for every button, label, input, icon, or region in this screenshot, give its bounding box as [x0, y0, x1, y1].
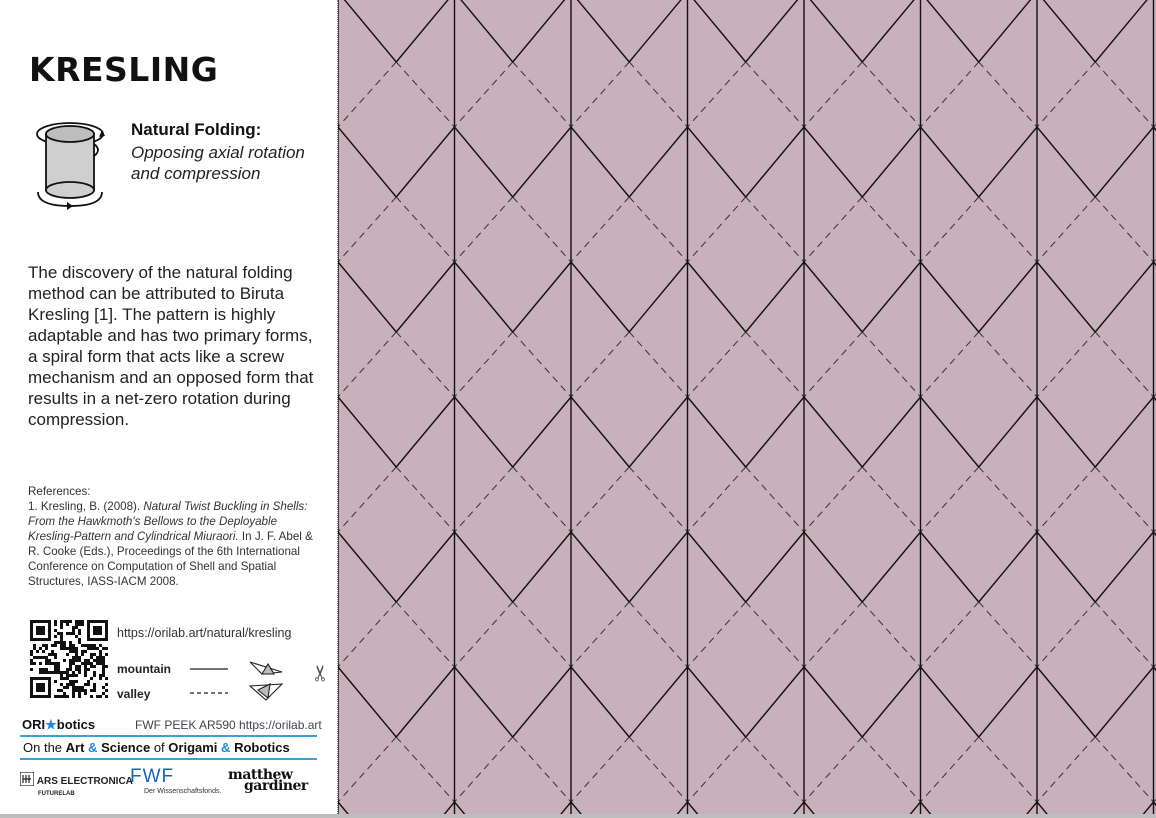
- qr-module: [75, 668, 78, 671]
- qr-module: [84, 692, 87, 695]
- qr-module: [60, 677, 63, 680]
- qr-module: [42, 650, 45, 653]
- qr-module: [93, 674, 96, 677]
- mg-line2: gardiner: [244, 778, 308, 794]
- qr-module: [45, 668, 48, 671]
- qr-module: [63, 647, 66, 650]
- fwf-project-line: FWF PEEK AR590 https://orilab.art: [135, 718, 322, 732]
- qr-module: [90, 644, 93, 647]
- qr-module: [60, 638, 63, 641]
- qr-module: [90, 665, 93, 668]
- qr-module: [105, 665, 108, 668]
- references-heading: References:: [28, 485, 91, 498]
- qr-module: [75, 665, 78, 668]
- qr-module: [87, 644, 90, 647]
- qr-module: [57, 632, 60, 635]
- qr-module: [75, 650, 78, 653]
- qr-module: [84, 683, 87, 686]
- qr-module: [102, 647, 105, 650]
- qr-module: [78, 623, 81, 626]
- qr-module: [54, 629, 57, 632]
- qr-module: [87, 647, 90, 650]
- qr-module: [42, 668, 45, 671]
- qr-module: [72, 662, 75, 665]
- qr-module: [102, 692, 105, 695]
- qr-module: [102, 665, 105, 668]
- qr-module: [60, 683, 63, 686]
- qr-module: [66, 668, 69, 671]
- qr-module: [63, 659, 66, 662]
- qr-module: [72, 686, 75, 689]
- qr-module: [99, 674, 102, 677]
- qr-module: [87, 662, 90, 665]
- qr-module: [66, 686, 69, 689]
- qr-module: [81, 689, 84, 692]
- qr-module: [75, 656, 78, 659]
- qr-module: [54, 680, 57, 683]
- qr-module: [69, 665, 72, 668]
- qr-module: [84, 659, 87, 662]
- qr-module: [102, 671, 105, 674]
- qr-module: [54, 620, 57, 623]
- qr-module: [72, 644, 75, 647]
- qr-module: [66, 623, 69, 626]
- qr-module: [84, 665, 87, 668]
- qr-module: [102, 662, 105, 665]
- qr-module: [87, 668, 90, 671]
- qr-module: [87, 680, 90, 683]
- qr-module: [99, 653, 102, 656]
- qr-module: [60, 641, 63, 644]
- qr-module: [54, 656, 57, 659]
- qr-module: [60, 674, 63, 677]
- qr-module: [78, 692, 81, 695]
- qr-module: [48, 659, 51, 662]
- qr-module: [51, 671, 54, 674]
- qr-module: [69, 662, 72, 665]
- scissors-icon: ✂: [308, 663, 334, 683]
- qr-module: [60, 647, 63, 650]
- qr-module: [99, 695, 102, 698]
- natural-folding-heading: Natural Folding:: [131, 120, 262, 139]
- tag-robotics: Robotics: [234, 740, 290, 755]
- divider: [20, 758, 317, 760]
- qr-module: [87, 683, 90, 686]
- qr-module: [51, 653, 54, 656]
- qr-module: [51, 650, 54, 653]
- qr-module: [54, 662, 57, 665]
- qr-module: [93, 626, 102, 635]
- qr-module: [72, 674, 75, 677]
- qr-module: [33, 662, 36, 665]
- qr-module: [102, 656, 105, 659]
- qr-module: [69, 644, 72, 647]
- qr-module: [84, 689, 87, 692]
- qr-module: [57, 689, 60, 692]
- fwf-logo: [130, 766, 221, 795]
- description-paragraph: The discovery of the natural folding method can be attributed to Biruta Kresling [1]. The pattern is highly adaptable and has two primary forms, a spiral form that acts like a screw mechanism and an opposed form that results in a net-zero rotation during compression.: [28, 263, 314, 429]
- qr-module: [39, 671, 42, 674]
- qr-module: [54, 623, 57, 626]
- qr-module: [72, 680, 75, 683]
- oribotics-prefix: ORI: [22, 717, 46, 732]
- qr-module: [90, 653, 93, 656]
- qr-module: [63, 644, 66, 647]
- qr-module: [99, 677, 102, 680]
- qr-module: [72, 683, 75, 686]
- qr-module: [81, 653, 84, 656]
- qr-module: [57, 662, 60, 665]
- qr-module: [78, 686, 81, 689]
- qr-module: [48, 653, 51, 656]
- qr-module: [30, 650, 33, 653]
- qr-module: [45, 644, 48, 647]
- qr-module: [78, 665, 81, 668]
- qr-module: [99, 656, 102, 659]
- qr-module: [54, 668, 57, 671]
- qr-module: [33, 644, 36, 647]
- qr-module: [90, 695, 93, 698]
- tag-science: Science: [101, 740, 151, 755]
- qr-module: [69, 668, 72, 671]
- qr-module: [105, 689, 108, 692]
- qr-module: [60, 689, 63, 692]
- qr-module: [69, 641, 72, 644]
- qr-module: [99, 659, 102, 662]
- qr-module: [72, 650, 75, 653]
- page-edge: [0, 814, 1156, 818]
- qr-module: [84, 671, 87, 674]
- qr-module: [78, 641, 81, 644]
- qr-module: [33, 656, 36, 659]
- qr-module: [36, 656, 39, 659]
- qr-module: [66, 683, 69, 686]
- qr-module: [36, 626, 45, 635]
- qr-module: [69, 647, 72, 650]
- qr-module: [75, 674, 78, 677]
- qr-module: [69, 683, 72, 686]
- qr-module: [78, 620, 81, 623]
- qr-module: [81, 623, 84, 626]
- kresling-crease-pattern: [338, 0, 1156, 814]
- qr-module: [45, 647, 48, 650]
- qr-module: [93, 665, 96, 668]
- qr-module: [102, 659, 105, 662]
- qr-module: [84, 674, 87, 677]
- qr-module: [60, 632, 63, 635]
- qr-module: [60, 626, 63, 629]
- tag-amp: &: [221, 740, 231, 755]
- qr-module: [69, 632, 72, 635]
- qr-module: [72, 671, 75, 674]
- matthew-gardiner-logo: [228, 767, 308, 794]
- qr-module: [93, 671, 96, 674]
- qr-module: [54, 671, 57, 674]
- qr-module: [75, 647, 78, 650]
- ars-sub: FUTURELAB: [38, 791, 75, 797]
- mg-line1: matthew: [228, 767, 293, 783]
- qr-module: [78, 632, 81, 635]
- qr-module: [45, 671, 48, 674]
- qr-module: [81, 644, 84, 647]
- qr-module: [99, 644, 102, 647]
- qr-module: [42, 644, 45, 647]
- qr-module: [39, 662, 42, 665]
- qr-module: [48, 662, 51, 665]
- qr-module: [54, 641, 57, 644]
- qr-module: [90, 677, 93, 680]
- qr-module: [63, 641, 66, 644]
- qr-module: [87, 659, 90, 662]
- qr-module: [84, 662, 87, 665]
- qr-module: [78, 671, 81, 674]
- qr-module: [69, 620, 72, 623]
- qr-module: [84, 644, 87, 647]
- legend-valley-label: valley: [117, 687, 151, 701]
- qr-module: [96, 647, 99, 650]
- qr-module: [78, 659, 81, 662]
- qr-module: [39, 656, 42, 659]
- tag-amp: &: [88, 740, 98, 755]
- qr-module: [75, 653, 78, 656]
- qr-module: [66, 677, 69, 680]
- qr-module: [99, 662, 102, 665]
- qr-module: [45, 656, 48, 659]
- qr-module: [69, 650, 72, 653]
- qr-module: [99, 650, 102, 653]
- qr-module: [102, 674, 105, 677]
- qr-module: [72, 659, 75, 662]
- qr-module: [90, 647, 93, 650]
- qr-module: [57, 671, 60, 674]
- qr-module: [54, 653, 57, 656]
- reference-suffix: In J. F. Abel & R. Cooke (Eds.), Proceedings of the 6th International Conference on Computation of Shell and Spatial Structures, IASS-IACM 2008.: [28, 530, 313, 588]
- tag-art: Art: [65, 740, 85, 755]
- qr-module: [39, 647, 42, 650]
- qr-module: [78, 656, 81, 659]
- qr-module: [90, 656, 93, 659]
- fwf-logo-text: FWF: [130, 766, 175, 787]
- qr-module: [93, 686, 96, 689]
- qr-module: [42, 656, 45, 659]
- qr-module: [96, 662, 99, 665]
- qr-module: [105, 695, 108, 698]
- ars-electronica-logo: [20, 772, 133, 798]
- qr-module: [78, 629, 81, 632]
- qr-module: [75, 623, 78, 626]
- qr-module: [57, 668, 60, 671]
- references-block: [28, 484, 313, 589]
- qr-module: [66, 671, 69, 674]
- qr-module: [75, 686, 78, 689]
- qr-module: [54, 635, 57, 638]
- qr-module: [66, 674, 69, 677]
- qr-module: [93, 644, 96, 647]
- star-icon: ★: [45, 717, 57, 732]
- pattern-url-link[interactable]: https://orilab.art/natural/kresling: [117, 626, 292, 640]
- qr-module: [93, 659, 96, 662]
- reference-title: Natural Twist Buckling in Shells: From the Hawkmoth's Bellows to the Deployable Kresling-Pattern and Cylindrical Miuraori.: [28, 500, 308, 543]
- qr-module: [63, 692, 66, 695]
- qr-module: [96, 656, 99, 659]
- fwf-logo-sub: Der Wissenschaftsfonds.: [144, 788, 222, 795]
- qr-module: [72, 656, 75, 659]
- qr-module: [102, 686, 105, 689]
- qr-module: [72, 626, 75, 629]
- qr-module: [96, 659, 99, 662]
- qr-module: [60, 671, 63, 674]
- qr-module: [30, 662, 33, 665]
- qr-module: [36, 683, 45, 692]
- natural-folding-body: Opposing axial rotation and compression: [131, 143, 305, 183]
- qr-module: [66, 632, 69, 635]
- info-panel: [0, 0, 337, 818]
- qr-module: [63, 620, 66, 623]
- qr-module: [39, 668, 42, 671]
- ars-emblem-icon: [20, 772, 34, 786]
- qr-module: [93, 683, 96, 686]
- qr-module: [72, 695, 75, 698]
- qr-module: [72, 647, 75, 650]
- pattern-background: [338, 0, 1156, 814]
- qr-module: [93, 653, 96, 656]
- qr-module: [66, 653, 69, 656]
- qr-module: [51, 644, 54, 647]
- qr-module: [36, 650, 39, 653]
- qr-module: [60, 623, 63, 626]
- reference-prefix: 1. Kresling, B. (2008).: [28, 500, 144, 513]
- qr-module: [69, 674, 72, 677]
- qr-module: [51, 662, 54, 665]
- cylinder-rotation-icon: [30, 114, 110, 214]
- fold-legend-icon: [188, 660, 288, 705]
- qr-module: [60, 635, 63, 638]
- qr-module: [75, 626, 78, 629]
- qr-module: [66, 620, 69, 623]
- qr-module: [63, 671, 66, 674]
- qr-module: [33, 647, 36, 650]
- qr-module: [57, 665, 60, 668]
- qr-module: [75, 680, 78, 683]
- qr-module: [105, 653, 108, 656]
- qr-module: [66, 695, 69, 698]
- qr-module: [78, 695, 81, 698]
- ars-name: ARS ELECTRONICA: [36, 776, 133, 787]
- qr-module: [57, 695, 60, 698]
- qr-module: [72, 632, 75, 635]
- qr-module: [102, 668, 105, 671]
- qr-module: [60, 644, 63, 647]
- divider: [20, 735, 317, 737]
- page-title: KRESLING: [29, 50, 219, 89]
- qr-code-icon[interactable]: [30, 620, 108, 698]
- tagline: [23, 740, 290, 755]
- qr-module: [45, 659, 48, 662]
- qr-module: [75, 620, 78, 623]
- qr-module: [75, 659, 78, 662]
- qr-module: [63, 695, 66, 698]
- qr-module: [78, 689, 81, 692]
- qr-module: [93, 689, 96, 692]
- qr-module: [81, 650, 84, 653]
- qr-module: [72, 689, 75, 692]
- qr-module: [96, 695, 99, 698]
- qr-module: [69, 659, 72, 662]
- tag-of: of: [150, 740, 169, 755]
- qr-module: [75, 635, 78, 638]
- qr-module: [54, 665, 57, 668]
- oribotics-label: [22, 717, 95, 733]
- qr-module: [81, 662, 84, 665]
- qr-module: [90, 662, 93, 665]
- qr-module: [48, 671, 51, 674]
- qr-module: [105, 647, 108, 650]
- legend-mountain-label: mountain: [117, 662, 171, 676]
- qr-module: [93, 647, 96, 650]
- qr-module: [45, 662, 48, 665]
- qr-module: [90, 689, 93, 692]
- qr-module: [63, 686, 66, 689]
- oribotics-suffix: botics: [56, 717, 96, 732]
- qr-module: [69, 680, 72, 683]
- qr-module: [72, 692, 75, 695]
- qr-module: [30, 659, 33, 662]
- qr-module: [60, 695, 63, 698]
- qr-module: [66, 647, 69, 650]
- qr-module: [81, 686, 84, 689]
- qr-module: [105, 683, 108, 686]
- qr-module: [72, 629, 75, 632]
- qr-module: [63, 677, 66, 680]
- qr-module: [84, 650, 87, 653]
- qr-module: [57, 641, 60, 644]
- qr-module: [30, 668, 33, 671]
- qr-module: [78, 668, 81, 671]
- tag-origami: Origami: [168, 740, 218, 755]
- qr-module: [75, 689, 78, 692]
- qr-module: [54, 644, 57, 647]
- qr-module: [81, 620, 84, 623]
- qr-module: [42, 671, 45, 674]
- qr-module: [78, 638, 81, 641]
- qr-module: [30, 653, 33, 656]
- qr-module: [54, 695, 57, 698]
- qr-module: [84, 668, 87, 671]
- qr-module: [105, 677, 108, 680]
- qr-module: [60, 620, 63, 623]
- tag-on: On the: [23, 740, 66, 755]
